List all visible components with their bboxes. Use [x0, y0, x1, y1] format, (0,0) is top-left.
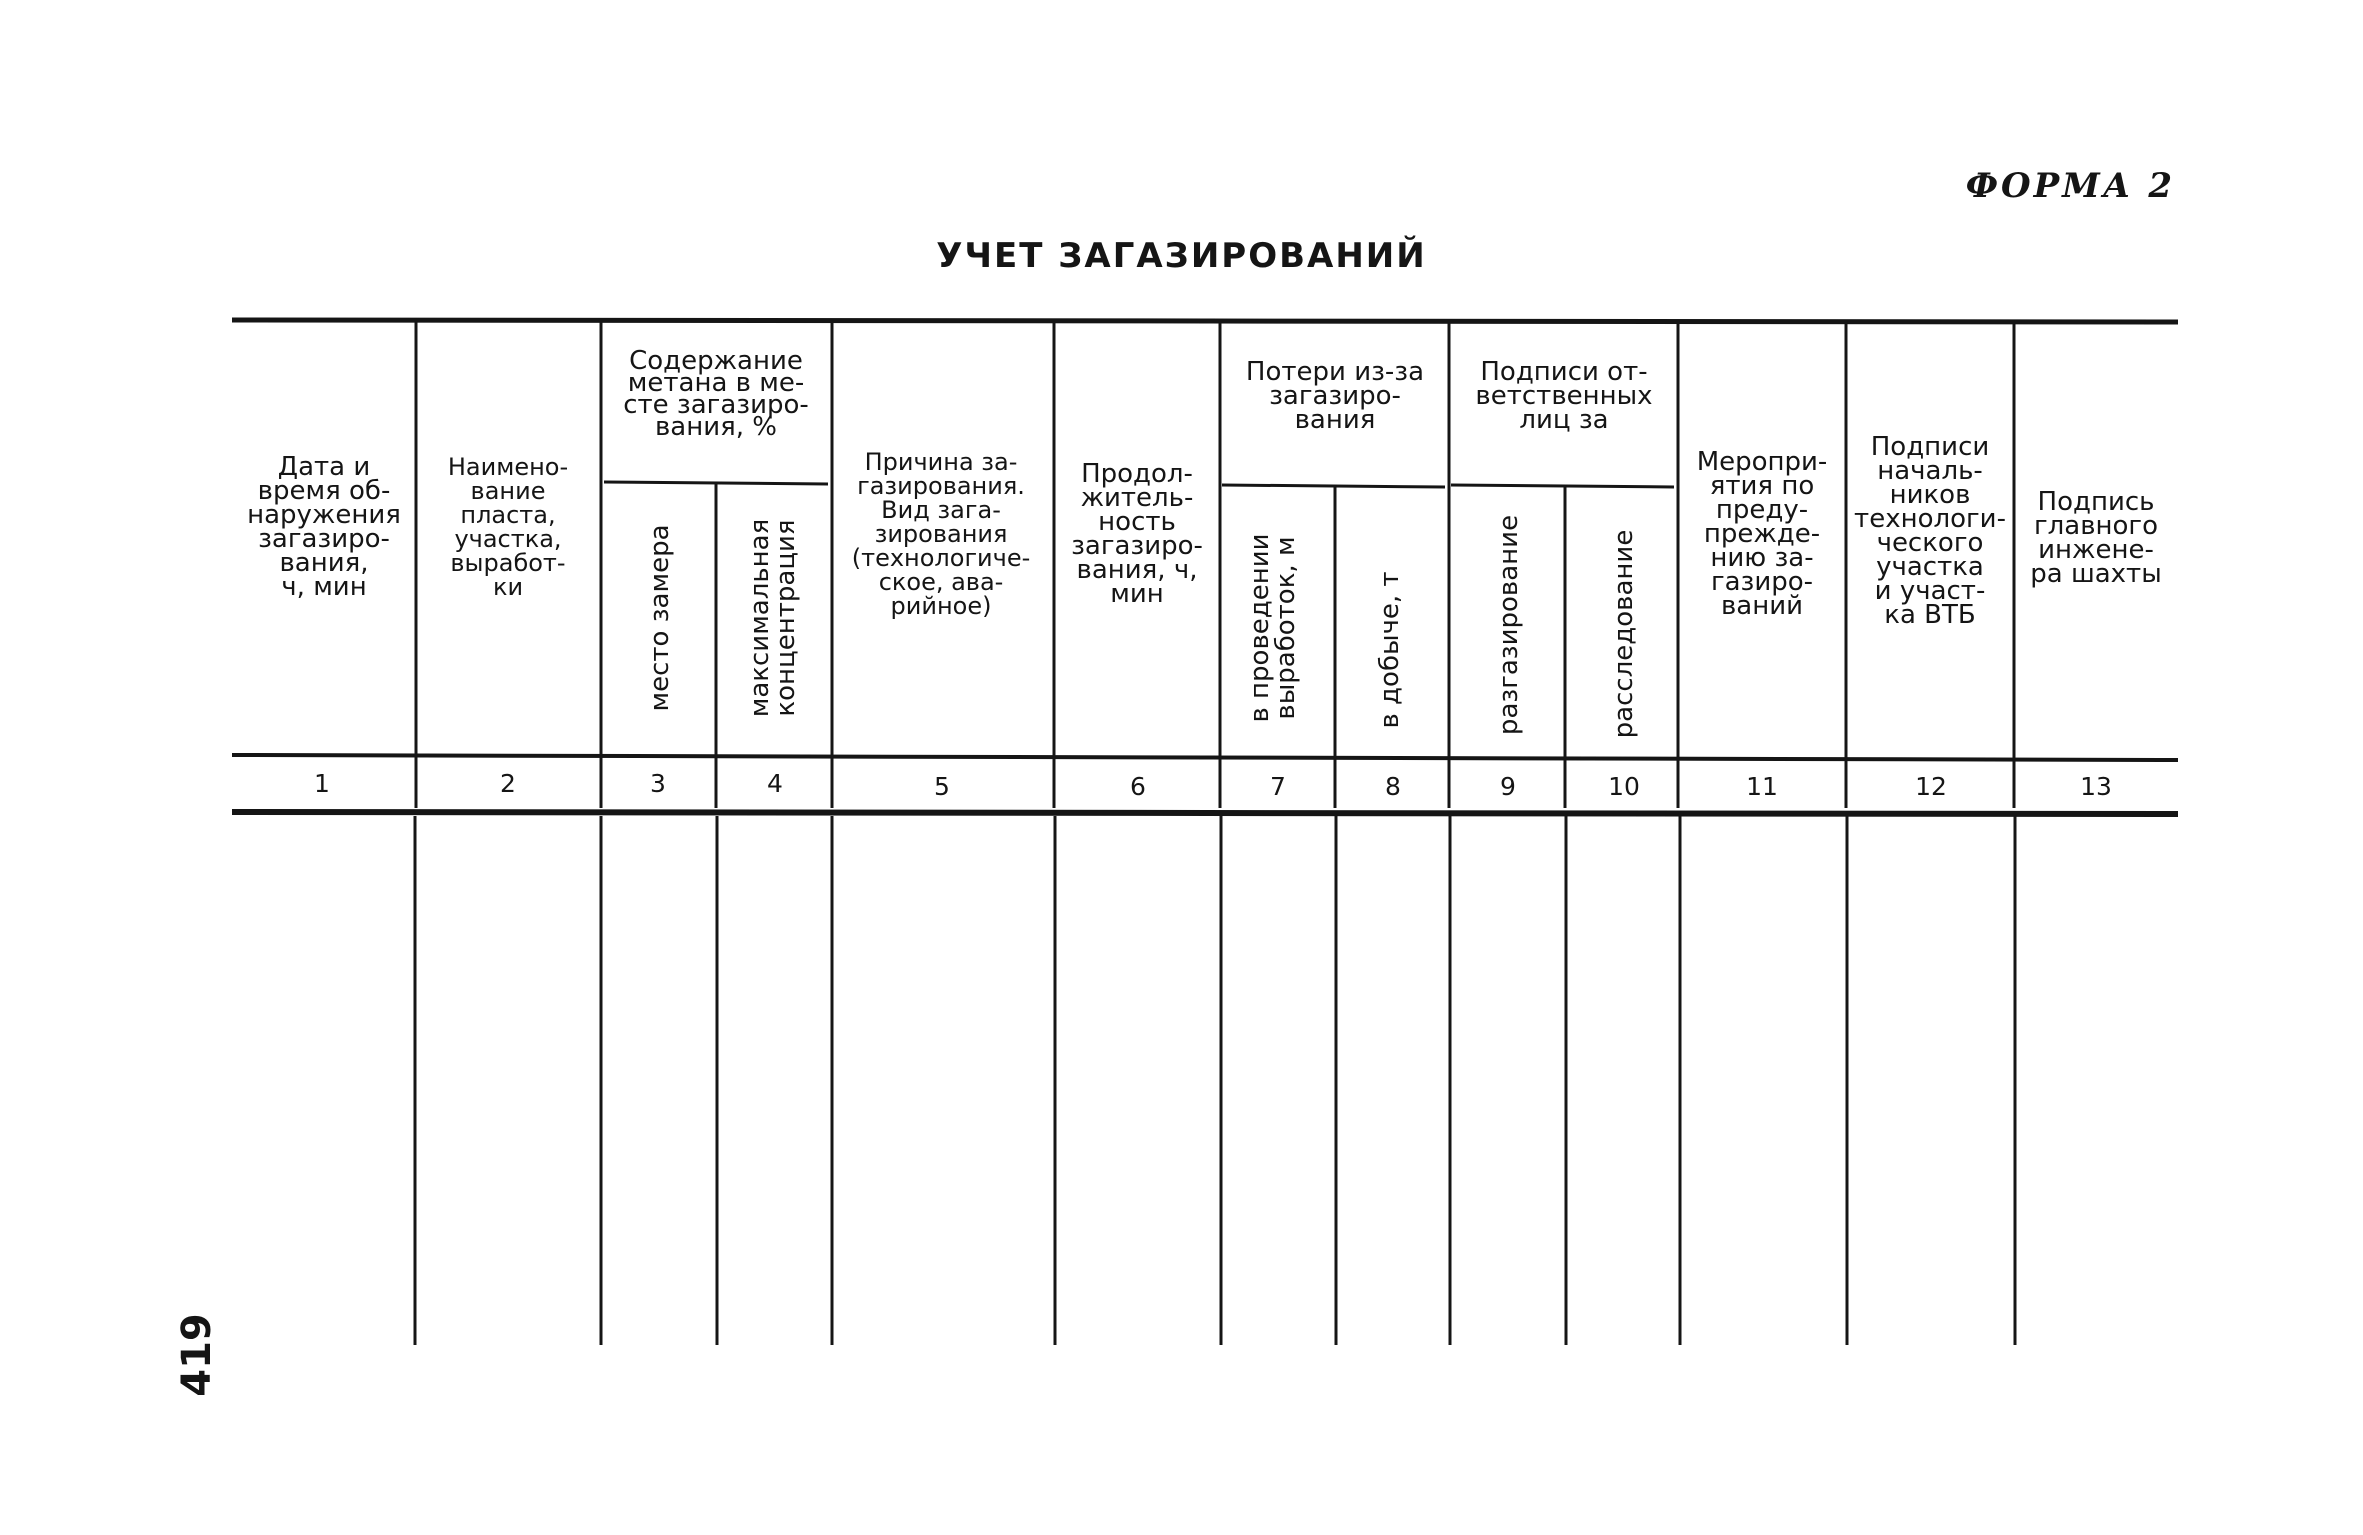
col6-header [1071, 459, 1203, 609]
col6-number: 6 [1130, 772, 1146, 801]
col1-header [247, 452, 401, 602]
col8-header-line: в добыче, т [1375, 571, 1405, 729]
losses-group-header-line: загазиро- [1269, 381, 1401, 411]
col4-header [745, 519, 801, 718]
col2-number: 2 [500, 769, 516, 798]
col2-header-line: ки [492, 573, 524, 601]
col2-header-line: выработ- [450, 549, 566, 577]
col4-number: 4 [767, 769, 783, 798]
col12-header-line: началь- [1877, 456, 1983, 486]
col2-header-line: вание [470, 477, 546, 505]
col4-header-line: максимальная [745, 518, 775, 718]
signatures-group-header [1475, 357, 1652, 435]
col11-header-line: газиро- [1710, 567, 1814, 597]
col6-header-line: загазиро- [1071, 531, 1203, 561]
col11-header [1697, 447, 1828, 621]
col6-header-line: Продол- [1081, 459, 1193, 489]
col5-header-line: рийное) [890, 592, 992, 620]
col11-header-line: Меропри- [1696, 447, 1828, 477]
col4-header-line: концентрация [771, 519, 801, 717]
methane-group-header-line: метана в ме- [627, 368, 805, 398]
col2-header-line: участка, [454, 525, 562, 553]
numbers-bottom-rule [232, 812, 2178, 814]
col9-number: 9 [1500, 772, 1516, 801]
col6-header-line: ность [1098, 507, 1176, 537]
signatures-group-header-line: Подписи от- [1480, 357, 1648, 387]
col12-header-line: ческого [1876, 528, 1984, 558]
col5-header-line: Причина за- [864, 448, 1018, 476]
col10-header-line: расследование [1609, 529, 1639, 739]
signatures-group-underline [1451, 485, 1674, 487]
page-number: 419 [174, 1313, 220, 1397]
col5-number: 5 [934, 772, 950, 801]
col1-header-line: ч, мин [281, 572, 367, 602]
col5-header-line: Вид зага- [881, 496, 1001, 524]
losses-group-header-line: Потери из-за [1245, 357, 1425, 387]
col1-header-line: наружения [247, 500, 401, 530]
losses-group-header [1246, 357, 1424, 435]
col5-header [852, 448, 1031, 620]
col1-header-line: Дата и [277, 452, 371, 482]
col2-header-line: пласта, [460, 501, 556, 529]
methane-group-header-line: Содержание [629, 346, 803, 376]
body-column-rules [415, 816, 2015, 1345]
form-label: ФОРМА 2 [1965, 166, 2175, 206]
table-top-rule [232, 320, 2178, 322]
col5-header-line: газирования. [857, 472, 1025, 500]
col5-header-line: (технологиче- [851, 544, 1031, 572]
col1-header-line: вания, [279, 548, 369, 578]
col6-header-line: вания, ч, [1076, 555, 1198, 585]
col11-header-line: ятия по [1709, 471, 1815, 501]
losses-group-header-line: вания [1294, 405, 1376, 435]
methane-group-header [623, 346, 809, 442]
col3-number: 3 [650, 769, 666, 798]
col11-header-line: нию за- [1710, 543, 1814, 573]
col6-header-line: мин [1110, 579, 1164, 609]
col11-header-line: преду- [1715, 495, 1809, 525]
col9-header-line: разгазирование [1494, 514, 1524, 736]
col7-header-line: выработок, м [1271, 536, 1301, 720]
col10-header [1609, 530, 1639, 739]
col10-number: 10 [1608, 772, 1640, 801]
col12-header-line: ка ВТБ [1884, 600, 1976, 630]
methane-group-underline [604, 482, 828, 484]
methane-group-header-line: сте загазиро- [623, 390, 809, 420]
col13-header [2030, 487, 2162, 589]
document-title: УЧЕТ ЗАГАЗИРОВАНИЙ [936, 236, 1427, 276]
col13-header-line: инжене- [2038, 535, 2154, 565]
col6-header-line: житель- [1080, 483, 1194, 513]
col12-header-line: и участ- [1874, 576, 1986, 606]
col7-header [1245, 533, 1301, 722]
col5-header-line: ское, ава- [878, 568, 1004, 596]
col8-header [1375, 571, 1405, 728]
col12-header-line: участка [1876, 552, 1984, 582]
col11-header-line: прежде- [1703, 519, 1821, 549]
col12-header-line: Подписи [1870, 432, 1990, 462]
col13-header-line: главного [2033, 511, 2159, 541]
col11-number: 11 [1746, 772, 1778, 801]
col12-header-line: технологи- [1854, 504, 2006, 534]
col1-number: 1 [314, 769, 330, 798]
col7-number: 7 [1270, 772, 1286, 801]
col13-number: 13 [2080, 772, 2112, 801]
methane-group-header-line: вания, % [654, 412, 778, 442]
col12-header-line: ников [1889, 480, 1971, 510]
col1-header-line: загазиро- [258, 524, 390, 554]
col12-header [1854, 432, 2006, 630]
col9-header [1494, 515, 1524, 735]
col2-header-line: Наимено- [447, 453, 569, 481]
col12-number: 12 [1915, 772, 1947, 801]
col5-header-line: зирования [874, 520, 1008, 548]
col1-header-line: время об- [257, 476, 391, 506]
col3-header-line: место замера [645, 524, 675, 712]
col7-header-line: в проведении [1245, 533, 1275, 723]
col13-header-line: Подпись [2037, 487, 2155, 517]
header-bottom-rule [232, 755, 2178, 760]
col13-header-line: ра шахты [2030, 559, 2162, 589]
col3-header [645, 524, 675, 711]
col11-header-line: ваний [1720, 591, 1804, 621]
signatures-group-header-line: ветственных [1475, 381, 1653, 411]
signatures-group-header-line: лиц за [1519, 405, 1609, 435]
col2-header [448, 453, 568, 601]
col8-number: 8 [1385, 772, 1401, 801]
